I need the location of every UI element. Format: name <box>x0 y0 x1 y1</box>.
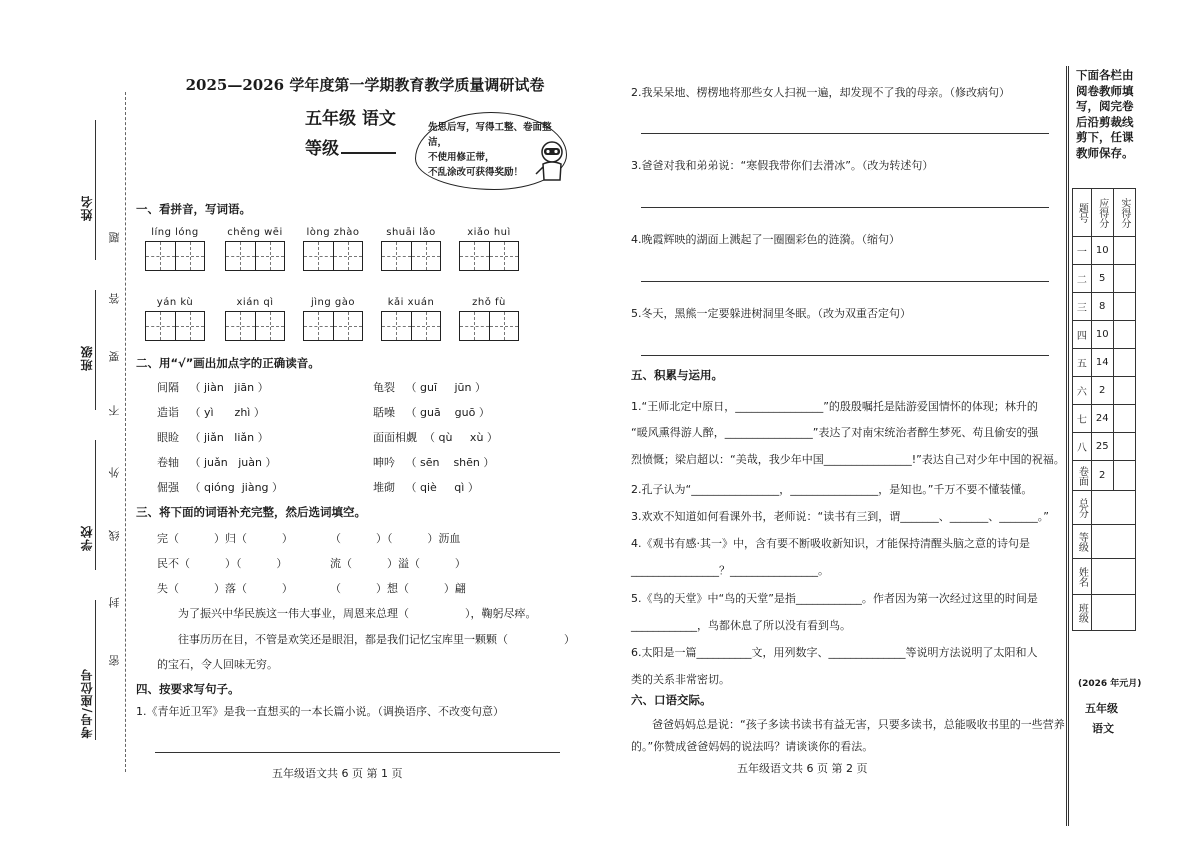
pinyin-group: xián qì <box>225 297 285 341</box>
school-label: 学校 <box>80 525 94 551</box>
question-text: 1.“王师北定中原日，________________”的殷殷嘱托是陆游爱国情怀的体现；林升的 <box>631 400 1038 413</box>
question-text: 3.爸爸对我和弟弟说：“寒假我带你们去滑冰”。（改为转述句） <box>631 159 934 172</box>
reading-item: 面面相觑 （ qù xù ） <box>373 431 498 444</box>
writing-boxes[interactable] <box>459 311 519 341</box>
question-text: ____________，鸟都休息了所以没有看到鸟。 <box>631 619 851 632</box>
pinyin-group: líng lóng <box>145 227 205 271</box>
section2-heading: 二、用“√”画出加点字的正确读音。 <box>136 356 320 370</box>
answer-line[interactable] <box>641 133 1049 134</box>
side-panel-note: 下面各栏由阅卷教师填写，阅完卷后沿剪裁线剪下，任课教师保存。 <box>1076 68 1134 160</box>
side-subject: 语文 <box>1092 722 1114 735</box>
answer-line[interactable] <box>641 281 1049 282</box>
reading-item: 呻吟 （ sēn shēn ） <box>373 456 495 469</box>
pinyin-group: kǎi xuán <box>381 297 441 341</box>
seal-char: 不 <box>108 405 121 416</box>
fill-paragraph: 往事历历在目，不管是欢笑还是眼泪，都是我们记忆宝库里一颗颗（ ） <box>178 633 575 646</box>
question-text: ________________？________________。 <box>631 564 829 577</box>
grade-subject: 五年级 语文 <box>305 109 396 129</box>
reading-item: 造诣 （ yì zhì ） <box>157 406 265 419</box>
reading-item: 堆砌 （ qiè qì ） <box>373 481 479 494</box>
score-cell[interactable] <box>1113 377 1135 405</box>
writing-boxes[interactable] <box>459 241 519 271</box>
question-text: 2.我呆呆地、楞楞地将那些女人扫视一遍，却发现不了我的母亲。（修改病句） <box>631 86 1010 99</box>
question-text: “暖风熏得游人醉，________________”表达了对南宋统治者醉生梦死、苟且偷安的强 <box>631 426 1039 439</box>
section5-heading: 五、积累与运用。 <box>631 368 723 382</box>
writing-boxes[interactable] <box>225 241 285 271</box>
question-text: 2.孔子认为“________________，________________，是知也。”千万不要不懂装懂。 <box>631 483 1033 496</box>
section6-heading: 六、口语交际。 <box>631 693 712 707</box>
reading-item: 眼睑 （ jiǎn liǎn ） <box>157 431 269 444</box>
idiom-fill: （ ）想（ ）翩 <box>330 582 466 595</box>
exam-title: 2025—2026 学年度第一学期教育教学质量调研试卷 <box>185 76 545 94</box>
pinyin-group: jìng gào <box>303 297 363 341</box>
level-label: 等级 <box>305 134 396 159</box>
question-text: 1.《青年近卫军》是我一直想买的一本长篇小说。（调换语序、不改变句意） <box>136 705 504 718</box>
page1-footer: 五年级语文共 6 页 第 1 页 <box>272 767 403 780</box>
pinyin-group: xiǎo huì <box>459 227 519 271</box>
section1-heading: 一、看拼音，写词语。 <box>136 202 251 216</box>
pinyin-group: lòng zhào <box>303 227 363 271</box>
reading-item: 倔强 （ qióng jiàng ） <box>157 481 284 494</box>
idiom-fill: 民不（ ）（ ） <box>157 557 288 570</box>
pinyin-group: zhǒ fù <box>459 297 519 341</box>
fill-paragraph: 为了振兴中华民族这一伟大事业，周恩来总理（ ），鞠躬尽瘁。 <box>178 607 537 620</box>
level-cell[interactable] <box>1091 525 1135 559</box>
seal-char: 外 <box>108 467 121 478</box>
class-label: 班级 <box>80 345 94 371</box>
seal-char: 答 <box>108 293 121 304</box>
writing-boxes[interactable] <box>381 311 441 341</box>
cloud-note-text: 先思后写，写得工整、卷面整洁， 不使用修正带， 不乱涂改可获得奖励！ <box>428 122 552 178</box>
robot-icon <box>535 140 569 184</box>
pinyin-group: chěng wēi <box>225 227 285 271</box>
name-cell[interactable] <box>1091 559 1135 595</box>
score-cell[interactable] <box>1113 433 1135 461</box>
question-text: 爸爸妈妈总是说：“孩子多读书读书有益无害，只要多读书，总能吸收书里的一些营养 <box>652 718 1065 731</box>
seal-char: 封 <box>108 597 121 608</box>
side-grade: 五年级 <box>1085 702 1118 715</box>
seal-char: 要 <box>108 351 121 362</box>
writing-boxes[interactable] <box>145 311 205 341</box>
pinyin-group: shuāi lǎo <box>381 227 441 271</box>
seal-char: 题 <box>108 232 121 243</box>
question-text: 4.晚霞辉映的湖面上溅起了一圈圈彩色的涟漪。（缩句） <box>631 233 900 246</box>
pinyin-group: yán kù <box>145 297 205 341</box>
question-text: 3.欢欢不知道如何看课外书，老师说：“读书有三到，谓_______、_______、_______。” <box>631 510 1049 523</box>
question-text: 类的关系非常密切。 <box>631 673 730 686</box>
idiom-fill: 完（ ）归（ ） <box>157 532 293 545</box>
seal-char: 线 <box>108 530 121 541</box>
question-text: 6.太阳是一篇__________文，用列数字、______________等说明方法说明了太阳和人 <box>631 646 1038 659</box>
answer-line[interactable] <box>641 355 1049 356</box>
section4-heading: 四、按要求写句子。 <box>136 682 240 696</box>
score-cell[interactable] <box>1113 265 1135 293</box>
question-text: 5.冬天，黑熊一定要躲进树洞里冬眠。（改为双重否定句） <box>631 307 911 320</box>
question-text: 4.《观书有感·其一》中，含有要不断吸收新知识，才能保持清醒头脑之意的诗句是 <box>631 537 1030 550</box>
fill-paragraph: 的宝石，令人回味无穷。 <box>157 658 278 671</box>
writing-boxes[interactable] <box>225 311 285 341</box>
idiom-fill: 流（ ）溢（ ） <box>330 557 466 570</box>
score-cell[interactable] <box>1113 321 1135 349</box>
answer-line[interactable] <box>641 207 1049 208</box>
reading-item: 龟裂 （ guī jūn ） <box>373 381 486 394</box>
question-text: 的。”你赞成爸爸妈妈的说法吗？请谈谈你的看法。 <box>631 740 874 753</box>
side-date: (2026 年元月) <box>1078 679 1142 689</box>
section3-heading: 三、将下面的词语补充完整，然后选词填空。 <box>136 505 366 519</box>
page2-footer: 五年级语文共 6 页 第 2 页 <box>737 762 868 775</box>
total-score-cell[interactable] <box>1091 491 1135 525</box>
reading-item: 卷轴 （ juǎn juàn ） <box>157 456 277 469</box>
writing-boxes[interactable] <box>303 241 363 271</box>
name-label: 姓名 <box>80 195 94 221</box>
score-cell[interactable] <box>1113 237 1135 265</box>
idiom-fill: （ ）（ ）沥血 <box>330 532 461 545</box>
question-text: 5.《鸟的天堂》中“鸟的天堂”是指____________。作者因为第一次经过这里的时间是 <box>631 592 1038 605</box>
score-table: 题号 应得分 实得分 一 10 二 5 三 8 四 10 五 14 六 2 七 24 八 25 卷面 2 总分 等级 姓名 班级 <box>1072 188 1136 631</box>
idiom-fill: 失（ ）落（ ） <box>157 582 293 595</box>
score-cell[interactable] <box>1113 405 1135 433</box>
score-cell[interactable] <box>1113 349 1135 377</box>
question-text: 烈愤慨；梁启超以：“美哉，我少年中国________________!”表达自己对少年中国的祝福。 <box>631 453 1065 466</box>
exam-no-label: 考号/座位号 <box>80 668 94 739</box>
reading-item: 间隔 （ jiàn jiān ） <box>157 381 269 394</box>
reading-item: 聒噪 （ guā guō ） <box>373 406 490 419</box>
answer-line[interactable] <box>155 752 560 753</box>
writing-boxes[interactable] <box>145 241 205 271</box>
writing-boxes[interactable] <box>303 311 363 341</box>
class-cell[interactable] <box>1091 595 1135 631</box>
seal-char: 密 <box>108 655 121 666</box>
score-cell[interactable] <box>1113 461 1135 491</box>
score-cell[interactable] <box>1113 293 1135 321</box>
writing-boxes[interactable] <box>381 241 441 271</box>
